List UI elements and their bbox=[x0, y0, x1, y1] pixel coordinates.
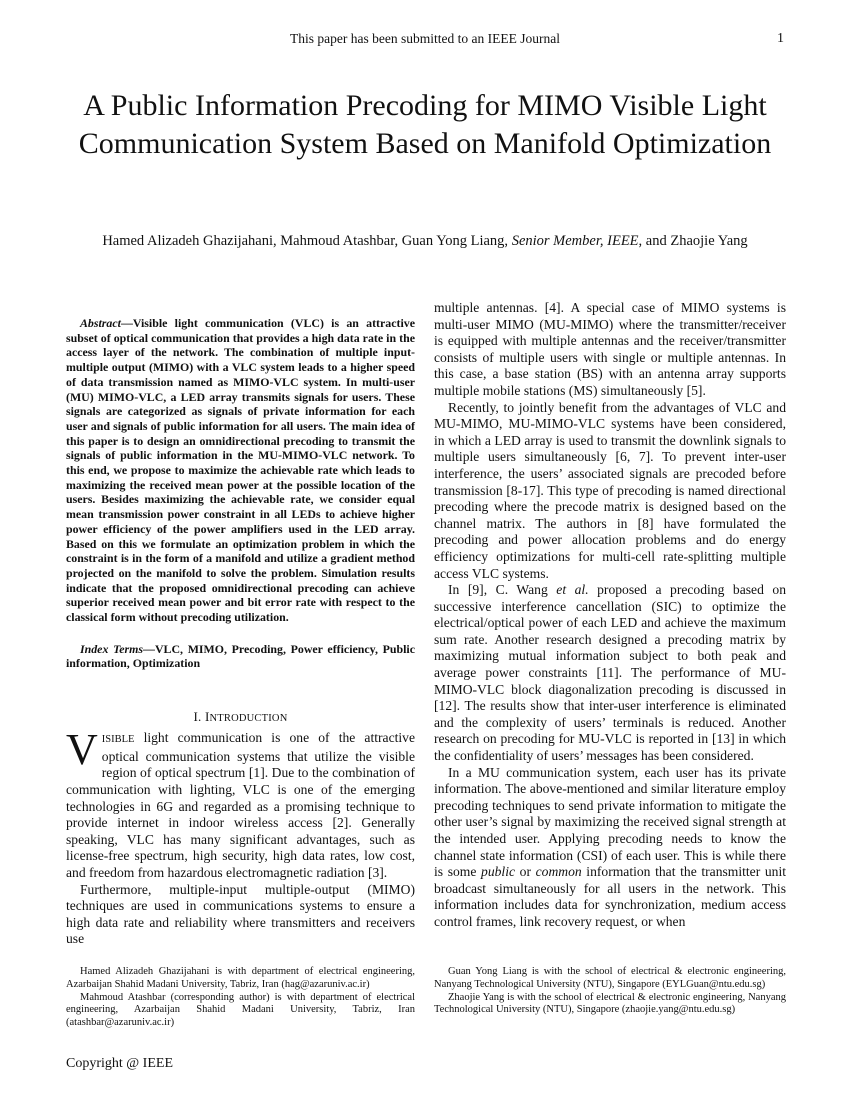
p4-rest: information that the transmitter unit broadcast simultaneously for all users in the network. This information includes data for synchronization, medium access control frames, link recovery request, or when bbox=[434, 864, 787, 929]
right-paragraph-3 bbox=[434, 582, 786, 765]
index-terms bbox=[66, 642, 415, 671]
section-first-letter: I bbox=[204, 709, 210, 725]
public-term: public bbox=[481, 864, 516, 880]
left-column bbox=[66, 316, 415, 948]
section-heading-introduction bbox=[66, 709, 415, 725]
intro-paragraph-1 bbox=[66, 725, 415, 881]
footnote-author-3: Guan Yong Liang is with the school of electrical & electronic engineering, Nanyang Technological University (NTU), Singapore (EYLGuan@ntu.edu.sg) bbox=[434, 966, 786, 990]
copyright-notice: Copyright @ IEEE bbox=[66, 1056, 173, 1071]
right-column bbox=[434, 300, 786, 931]
page-number: 1 bbox=[777, 31, 784, 46]
dropcap-letter: V bbox=[66, 725, 98, 775]
intro-p1-text: light communication is one of the attractive optical communication systems that utilize the visible region of optical spectrum [1]. Due to the combination of communication with lighting, VLC is one of the emerging technologies in 6G and regarded as a promising technique to provide internet in indoor wireless access [2]. Generally speaking, VLC has many significant advantages, such as license-free spectrum, high security, high data rates, low cost, and freedom from hazardous electromagnetic radiation [3]. bbox=[66, 730, 415, 880]
index-terms-label: Index Terms bbox=[80, 641, 144, 656]
author-names-tail: , and Zhaojie Yang bbox=[638, 233, 748, 249]
right-paragraph-1: multiple antennas. [4]. A special case of MIMO systems is multi-user MIMO (MU-MIMO) where the transmitter/receiver is equipped with multiple antennas and the receiver/transmitter consists of multiple users with single or multiple antennas. In this case, a base station (BS) with an antenna array supports multiple mobile stations (MS) simultaneously [5]. bbox=[434, 300, 786, 398]
p4-or: or bbox=[515, 864, 536, 880]
footnote-author-4: Zhaojie Yang is with the school of electrical & electronic engineering, Nanyang Technological University (NTU), Singapore (zhaojie.yang@ntu.edu.sg) bbox=[434, 991, 786, 1016]
running-header bbox=[0, 31, 850, 49]
abstract-label: Abstract bbox=[80, 316, 121, 330]
p3-rest: proposed a precoding based on successive interference cancellation (SIC) to optimize the electrical/optical power of each LED and achieve the maximum sum rate. Another research designed a precoding matrix by maximizing mutual information subject to both peak and average power constraints [11]. The performance of MU-MIMO-VLC block diagonalization precoding is discussed in [12]. The results show that inter-user interference is eliminated and the complexity of users’ terminals is reduced. Another research on precoding for MU-VLC is reported in [13] in which the confidentiality of users’ messages has been considered. bbox=[434, 582, 786, 764]
et-al: et al. bbox=[556, 582, 589, 598]
footnote-author-2: Mahmoud Atashbar (corresponding author) is with department of electrical engineering, Azarbaijan Shahid Madani University, Tabriz, Iran (atashbar@azaruniv.ac.ir) bbox=[66, 991, 415, 1029]
p4-start: In a MU communication system, each user has its private information. The above-mentioned and similar literature employ precoding techniques to send private information to mitigate the other user’s signal by maximizing the received signal strength at the intended user. Applying precoding needs to know the channel state information (CSI) of each user. This is while there is some bbox=[434, 764, 786, 880]
author-names: Hamed Alizadeh Ghazijahani, Mahmoud Atashbar, Guan Yong Liang, bbox=[102, 233, 512, 249]
author-list bbox=[80, 232, 770, 251]
section-rest: NTRODUCTION bbox=[209, 713, 288, 725]
right-paragraph-4 bbox=[434, 765, 786, 931]
intro-paragraph-2: Furthermore, multiple-input multiple-output (MIMO) techniques are used in communications systems to ensure a high data rate and reliability where transmitters and receivers use bbox=[66, 881, 415, 947]
common-term: common bbox=[535, 864, 582, 880]
footnotes-right bbox=[434, 966, 786, 1017]
section-numeral: I. bbox=[193, 709, 205, 725]
paper-title: A Public Information Precoding for MIMO Visible Light Communication System Based on Manifold Optimization bbox=[78, 89, 772, 160]
journal-note: This paper has been submitted to an IEEE Journal bbox=[290, 31, 560, 46]
footnotes-left bbox=[66, 966, 415, 1030]
p3-start: In [9], C. Wang bbox=[448, 582, 557, 598]
abstract-text: —Visible light communication (VLC) is an attractive subset of optical communication that provides a high data rate in the access layer of the network. The combination of multiple input-multiple output (MIMO) with a VLC system leads to a higher speed of data transmission named as MIMO-VLC system. In multi-user (MU) MIMO-VLC, a LED array transmits signals for users. These signals are categorized as signals of private information for each user and signals of public information for all users. The main idea of this paper is to design an omnidirectional precoding to transmit the signals of public information in the MU-MIMO-VLC network. To this end, we propose to maximize the achievable rate which leads to maximizing the received mean power at the possible location of the users. Besides maximizing the achievable rate, we consider equal mean transmission power constraint in all LEDs to achieve higher power efficiency of the power amplifiers used in the LED array. Based on this we formulate an optimization problem in which the constraint is in the form of a manifold and utilize a gradient method projected on the manifold to solve the problem. Simulation results indicate that the proposed omnidirectional precoding can achieve superior received mean power and bit error rate with respect to the classical form without precoding utilization. bbox=[66, 316, 415, 625]
index-terms-text: —VLC, MIMO, Precoding, Power efficiency, Public information, Optimization bbox=[66, 641, 415, 671]
right-paragraph-2: Recently, to jointly benefit from the advantages of VLC and MU-MIMO, MU-MIMO-VLC systems have been considered, in which a LED array is used to transmit the downlink signals to multiple users simultaneously [6, 7]. To prevent inter-user interference, the users’ associated signals are precoded before transmission [8-17]. This type of precoding is named directional precoding where the precode matrix is designed based on the channel matrix. The authors in [8] have formulated the precoding and power allocation problems and do energy efficiency optimizations for multi-cell rate-splitting multiple access VLC systems. bbox=[434, 399, 786, 581]
footnote-author-1: Hamed Alizadeh Ghazijahani is with department of electrical engineering, Azarbaijan Shahid Madani University, Tabriz, Iran (hag@azaruniv.ac.ir) bbox=[66, 966, 415, 990]
author-membership: Senior Member, IEEE bbox=[511, 233, 639, 249]
abstract bbox=[66, 316, 415, 625]
intro-smallcaps: ISIBLE bbox=[101, 734, 135, 746]
